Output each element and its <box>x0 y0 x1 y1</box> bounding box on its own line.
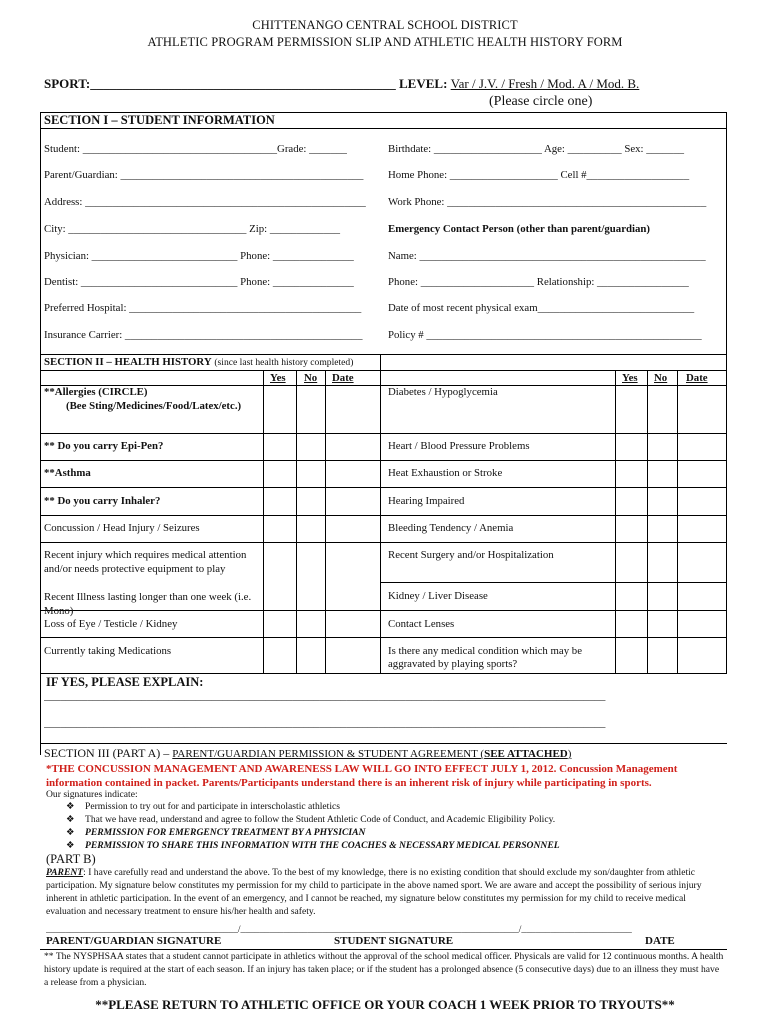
medications-item: Currently taking Medications <box>44 645 172 657</box>
col-yes-right: Yes <box>622 372 638 384</box>
section1-title: SECTION I – STUDENT INFORMATION <box>44 113 275 127</box>
student-field[interactable]: Student: ____________________________________Grade: _______ <box>44 143 347 155</box>
heart-item: Heart / Blood Pressure Problems <box>388 440 530 452</box>
kidney-item: Kidney / Liver Disease <box>388 590 488 602</box>
bleeding-item: Bleeding Tendency / Anemia <box>388 522 514 534</box>
diabetes-item: Diabetes / Hypoglycemia <box>388 386 498 398</box>
col-date-right: Date <box>686 372 708 384</box>
emergency-name-field[interactable]: Name: _____________________________________________________ <box>388 250 706 262</box>
dentist-field[interactable]: Dentist: _____________________________ Phone: _______________ <box>44 276 354 288</box>
bullet-3 <box>66 827 365 838</box>
physical-exam-date-field[interactable]: Date of most recent physical exam_____________________________ <box>388 302 695 314</box>
surgery-item: Recent Surgery and/or Hospitalization <box>388 549 554 561</box>
inhaler-item: ** Do you carry Inhaler? <box>44 495 161 507</box>
concussion-item: Concussion / Head Injury / Seizures <box>44 522 200 534</box>
bullet-2 <box>66 814 555 825</box>
section3-title <box>44 746 571 761</box>
student-signature-label: STUDENT SIGNATURE <box>334 935 454 947</box>
birthdate-field[interactable]: Birthdate: ____________________ Age: __________ Sex: _______ <box>388 143 685 155</box>
form-title: ATHLETIC PROGRAM PERMISSION SLIP AND ATHLETIC HEALTH HISTORY FORM <box>147 35 623 49</box>
parent-statement <box>46 866 722 918</box>
section2-subtitle: (since last health history completed) <box>214 357 354 368</box>
allergies-detail: (Bee Sting/Medicines/Food/Latex/etc.) <box>66 400 242 412</box>
heat-exhaustion-item: Heat Exhaustion or Stroke <box>388 467 503 479</box>
col-yes-left: Yes <box>270 372 286 384</box>
asthma-item: **Asthma <box>44 467 91 479</box>
col-no-right: No <box>654 372 668 384</box>
level-label: LEVEL: <box>399 76 448 91</box>
bullet-4-text: PERMISSION TO SHARE THIS INFORMATION WITH THE COACHES & NECESSARY MEDICAL PERSONNEL <box>85 840 560 851</box>
sport-field[interactable] <box>44 76 639 92</box>
signature-lines[interactable]: ________________________________________/__________________________________________________________/_______________________ <box>46 924 632 935</box>
diamond-bullet-icon: ❖ <box>66 814 75 825</box>
epipen-item: ** Do you carry Epi-Pen? <box>44 440 164 452</box>
insurance-carrier-field[interactable]: Insurance Carrier: ____________________________________________ <box>44 329 363 341</box>
emergency-contact-heading: Emergency Contact Person (other than parent/guardian) <box>388 223 651 235</box>
section3-part-a: SECTION III (PART A) – <box>44 746 170 760</box>
nysphsaa-footnote: ** The NYSPHSAA states that a student cannot participate in athletics without the approval of the school medical officer. Physicals are valid for 12 continuous months. A health history update is required at the start of each season. If an injury has taken place; or if the student has a prolonged absence (5 consecutive days) due to an illness they must have a release from a physician. <box>44 951 724 988</box>
level-options[interactable]: Var / J.V. / Fresh / Mod. A / Mod. B. <box>450 76 640 91</box>
city-zip-field[interactable]: City: _________________________________ Zip: _____________ <box>44 223 341 235</box>
bullet-1-text: Permission to try out for and participate in interscholastic athletics <box>85 801 340 812</box>
policy-number-field[interactable]: Policy # ___________________________________________________ <box>388 329 702 341</box>
section3-title-main: PARENT/GUARDIAN PERMISSION & STUDENT AGREEMENT ( <box>172 748 485 760</box>
explain-line-2[interactable]: ________________________________________________________________________________________________________ <box>44 717 606 729</box>
bullet-4 <box>66 840 560 851</box>
bullet-3-text: PERMISSION FOR EMERGENCY TREATMENT BY A PHYSICIAN <box>85 827 366 838</box>
recent-illness-item: Recent Illness lasting longer than one week (i.e. Mono) <box>44 591 252 617</box>
emergency-phone-field[interactable]: Phone: _____________________ Relationship: _________________ <box>388 276 689 288</box>
physician-field[interactable]: Physician: ___________________________ Phone: _______________ <box>44 250 354 262</box>
section2-title <box>44 356 353 368</box>
district-name: CHITTENANGO CENTRAL SCHOOL DISTRICT <box>252 18 518 32</box>
address-field[interactable]: Address: ____________________________________________________ <box>44 196 366 208</box>
medical-condition-item: Is there any medical condition which may be aggravated by playing sports? <box>388 645 582 670</box>
loss-eye-item: Loss of Eye / Testicle / Kidney <box>44 618 178 630</box>
parent-guardian-field[interactable]: Parent/Guardian: _____________________________________________ <box>44 169 364 181</box>
circle-note: (Please circle one) <box>489 94 593 109</box>
parent-statement-text: : I have carefully read and understand the above. To the best of my knowledge, there is no existing condition that should exclude my son/daughter from athletic participation. My signature below constitutes my permission for my child to participate in the above named sport. We are aware and accept the possibility of serious injury inherent in athletic participation. In the event of an emergency, and I cannot be reached, my signature below constitutes my permission for my child to receive medical evaluation and necessary treatment to ensure his/her health and safety. <box>46 867 702 917</box>
bullet-1 <box>66 801 340 812</box>
allergies-item: **Allergies (CIRCLE) <box>44 386 148 398</box>
section3-title-close: ) <box>567 748 572 760</box>
part-b-title: (PART B) <box>46 852 96 866</box>
col-no-left: No <box>304 372 318 384</box>
contact-lenses-item: Contact Lenses <box>388 618 455 630</box>
recent-injury-item: Recent injury which requires medical attention and/or needs protective equipment to play <box>44 549 247 575</box>
hearing-item: Hearing Impaired <box>388 495 465 507</box>
sport-label: SPORT:_______________________________________________ <box>44 76 396 91</box>
col-date-left: Date <box>332 372 354 384</box>
explain-label: IF YES, PLEASE EXPLAIN: <box>46 675 204 689</box>
parent-label: PARENT <box>46 867 84 878</box>
parent-signature-label: PARENT/GUARDIAN SIGNATURE <box>46 935 222 947</box>
concussion-law-notice: *THE CONCUSSION MANAGEMENT AND AWARENESS LAW WILL GO INTO EFFECT JULY 1, 2012. Concussion Management information contained in packet. Parents/Participants understand there is an inherent risk of injury while participating in sports. <box>46 763 678 789</box>
return-note: **PLEASE RETURN TO ATHLETIC OFFICE OR YOUR COACH 1 WEEK PRIOR TO TRYOUTS** <box>95 997 675 1012</box>
preferred-hospital-field[interactable]: Preferred Hospital: ___________________________________________ <box>44 302 362 314</box>
explain-line-1[interactable]: ________________________________________________________________________________________________________ <box>44 690 606 702</box>
signatures-indicate: Our signatures indicate: <box>46 789 138 800</box>
section2-title-text: SECTION II – HEALTH HISTORY <box>44 356 212 368</box>
diamond-bullet-icon: ❖ <box>66 801 75 812</box>
date-signature-label: DATE <box>645 935 675 947</box>
diamond-bullet-icon: ❖ <box>66 827 75 838</box>
bullet-2-text: That we have read, understand and agree to follow the Student Athletic Code of Conduct, and Academic Eligibility Policy. <box>85 814 556 825</box>
work-phone-field[interactable]: Work Phone: ________________________________________________ <box>388 196 707 208</box>
home-phone-field[interactable]: Home Phone: ____________________ Cell #___________________ <box>388 169 690 181</box>
section3-see-attached[interactable]: SEE ATTACHED <box>484 748 568 760</box>
diamond-bullet-icon: ❖ <box>66 840 75 851</box>
